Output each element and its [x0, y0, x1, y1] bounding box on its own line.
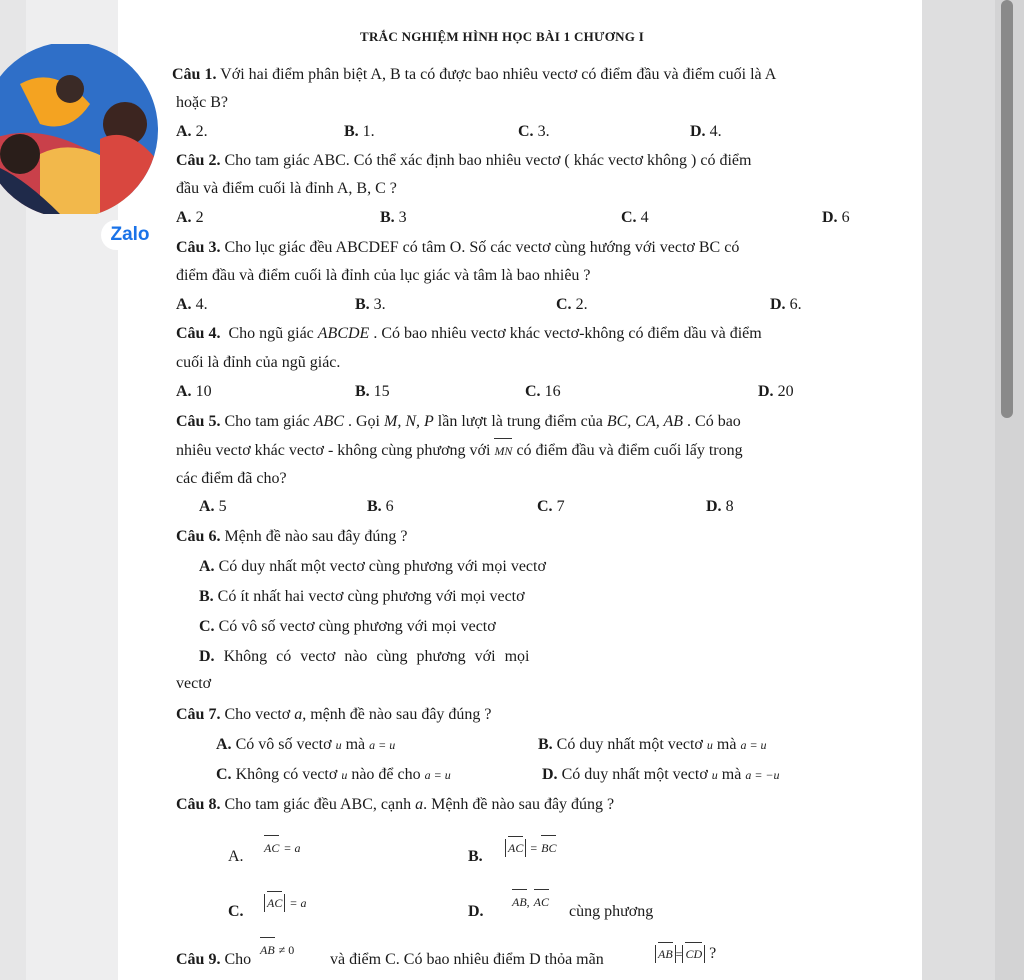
- vector-ac: AC: [508, 841, 524, 855]
- q2-option-c[interactable]: C. 4: [621, 209, 649, 226]
- q8-option-a-label[interactable]: A.: [228, 848, 244, 865]
- page-title: TRẮC NGHIỆM HÌNH HỌC BÀI 1 CHƯƠNG I: [360, 29, 645, 44]
- q3-text-cont: điểm đầu và điểm cuối là đỉnh của lục giác và tâm là bao nhiêu ?: [176, 267, 591, 284]
- q4-option-a[interactable]: A. 10: [176, 383, 212, 400]
- vector-mn: MN: [494, 441, 512, 461]
- q1-option-c[interactable]: C. 3.: [518, 123, 550, 140]
- q5-option-a[interactable]: A. 5: [199, 498, 227, 515]
- q9-condition: AB = CD ?: [655, 944, 716, 964]
- vector-bc: BC: [541, 838, 556, 858]
- q1-option-b[interactable]: B. 1.: [344, 123, 375, 140]
- q1-text-cont: hoặc B?: [176, 94, 228, 111]
- q8-option-d-label[interactable]: D.: [468, 903, 484, 920]
- scrollbar-thumb[interactable]: [1001, 0, 1013, 418]
- q5-option-b[interactable]: B. 6: [367, 498, 394, 515]
- q3-option-d[interactable]: D. 6.: [770, 296, 802, 313]
- vector-ab: AB: [260, 940, 275, 960]
- q8-option-c-label[interactable]: C.: [228, 903, 244, 920]
- q3-option-c[interactable]: C. 2.: [556, 296, 588, 313]
- q5-text-cont: nhiêu vectơ khác vectơ - không cùng phương với MN có điểm đầu và điểm cuối lấy trong: [176, 442, 743, 459]
- q8-option-b[interactable]: AC = BC: [505, 838, 556, 858]
- q7-option-a[interactable]: A. Có vô số vectơ u mà a = u: [216, 736, 396, 753]
- q4-option-d[interactable]: D. 20: [758, 383, 794, 400]
- q8-text: Câu 8. Cho tam giác đều ABC, cạnh a. Mệnh đề nào sau đây đúng ?: [176, 796, 615, 813]
- q9-vector-ab: AB ≠ 0: [260, 940, 294, 960]
- q2-option-a[interactable]: A. 2: [176, 209, 204, 226]
- q3-option-a[interactable]: A. 4.: [176, 296, 208, 313]
- q6-text: Câu 6. Mệnh đề nào sau đây đúng ?: [176, 528, 408, 545]
- q7-option-d[interactable]: D. Có duy nhất một vectơ u mà a = −u: [542, 766, 780, 783]
- q3-text: Câu 3. Cho lục giác đều ABCDEF có tâm O. Số các vectơ cùng hướng với vectơ BC có: [176, 239, 740, 256]
- q4-option-c[interactable]: C. 16: [525, 383, 561, 400]
- vector-ab: AB: [658, 947, 673, 961]
- q9-text: Câu 9. Cho: [176, 951, 252, 968]
- zalo-label: Zalo: [110, 224, 150, 245]
- zalo-badge[interactable]: [0, 44, 160, 245]
- q3-option-b[interactable]: B. 3.: [355, 296, 386, 313]
- q9-text-cont: và điểm C. Có bao nhiêu điểm D thỏa mãn: [330, 951, 604, 968]
- vector-ac: AC: [267, 896, 283, 910]
- q8-option-d-vectors[interactable]: AB, AC: [512, 892, 549, 912]
- q4-option-b[interactable]: B. 15: [355, 383, 390, 400]
- q8-option-c[interactable]: AC = a: [264, 893, 306, 913]
- q1-option-d[interactable]: D. 4.: [690, 123, 722, 140]
- vector-ab: AB: [512, 892, 527, 912]
- vector-ac: AC: [534, 892, 549, 912]
- q6-option-b[interactable]: B. Có ít nhất hai vectơ cùng phương với mọi vectơ: [199, 588, 525, 605]
- q2-option-d[interactable]: D. 6: [822, 209, 850, 226]
- q8-option-a[interactable]: AC = a: [264, 838, 300, 858]
- q1-option-a[interactable]: A. 2.: [176, 123, 208, 140]
- q6-option-d-cont: vectơ: [176, 675, 212, 692]
- q7-option-c[interactable]: C. Không có vectơ u nào để cho a = u: [216, 766, 451, 783]
- q1-text: Câu 1. Với hai điểm phân biệt A, B ta có được bao nhiêu vectơ có điểm đầu và điểm cuối là A: [172, 66, 777, 83]
- q5-text: Câu 5. Cho tam giác ABC . Gọi M, N, P lần lượt là trung điểm của BC, CA, AB . Có bao: [176, 413, 741, 430]
- q7-text: Câu 7. Cho vectơ a, mệnh đề nào sau đây đúng ?: [176, 706, 492, 723]
- document-page: [118, 0, 922, 980]
- vector-ac: AC: [264, 838, 279, 858]
- q4-text-cont: cuối là đỉnh của ngũ giác.: [176, 354, 341, 371]
- q2-option-b[interactable]: B. 3: [380, 209, 407, 226]
- zalo-illustration-icon: [0, 44, 160, 214]
- q2-text: Câu 2. Cho tam giác ABC. Có thể xác định bao nhiêu vectơ ( khác vectơ không ) có điểm: [176, 152, 752, 169]
- q6-option-d[interactable]: D. Không có vectơ nào cùng phương với mọi: [199, 648, 530, 665]
- q6-option-a[interactable]: A. Có duy nhất một vectơ cùng phương với mọi vectơ: [199, 558, 546, 575]
- q7-option-b[interactable]: B. Có duy nhất một vectơ u mà a = u: [538, 736, 767, 753]
- q6-option-c[interactable]: C. Có vô số vectơ cùng phương với mọi vectơ: [199, 618, 496, 635]
- vector-cd: CD: [685, 947, 703, 961]
- q8-option-b-label[interactable]: B.: [468, 848, 483, 865]
- q4-text: Câu 4. Cho ngũ giác ABCDE . Có bao nhiêu vectơ khác vectơ-không có điểm dầu và điểm: [176, 325, 762, 342]
- q5-option-d[interactable]: D. 8: [706, 498, 734, 515]
- q2-text-cont: đầu và điểm cuối là đỉnh A, B, C ?: [176, 180, 397, 197]
- q8-option-d-text: cùng phương: [569, 903, 654, 920]
- q5-text-cont2: các điểm đã cho?: [176, 470, 287, 487]
- q5-option-c[interactable]: C. 7: [537, 498, 565, 515]
